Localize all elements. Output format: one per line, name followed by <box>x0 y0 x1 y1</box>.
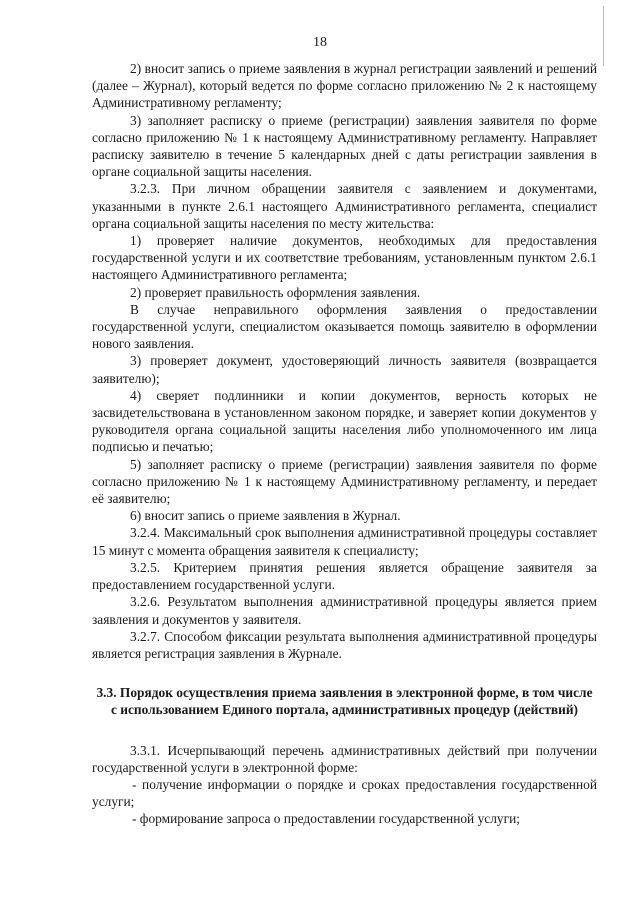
paragraph-3-2-4: 3.2.4. Максимальный срок выполнения административной процедуры составляет 15 минут с момента обращения заявителя к специалисту; <box>92 525 597 558</box>
paragraph-3-2-5: 3.2.5. Критерием принятия решения является обращение заявителя за предоставлением государственной услуги. <box>92 559 597 593</box>
paragraph-incorrect-form: В случае неправильного оформления заявления о предоставлении государственной услуги, специалистом оказывается помощь заявителю в оформлении нового заявления. <box>92 301 597 352</box>
paragraph-3-2-3: 3.2.3. При личном обращении заявителя с заявлением и документами, указанными в пункте 2.6.1 настоящего Административного регламента, специалист органа социальной защиты населения по месту жительства: <box>92 181 597 231</box>
list-item-get-information: - получение информации о порядке и сроках предоставления государственной услуги; <box>92 776 597 810</box>
paragraph-fill-receipt: 5) заполняет расписку о приеме (регистрации) заявления заявителя по форме согласно приложению № 1 к настоящему Административному регламенту, и передает её заявителю; <box>92 456 597 507</box>
paragraph-3-3-1: 3.3.1. Исчерпывающий перечень административных действий при получении государственной услуги в электронной форме: <box>92 742 597 775</box>
document-body <box>92 60 597 828</box>
page-number: 18 <box>313 35 327 50</box>
paragraph-verify-copies: 4) сверяет подлинники и копии документов, верность которых не засвидетельствована в установленном законом порядке, и заверяет копии документов у руководителя органа социальной защиты населения либо уполномоченного им лица подписью и печатью; <box>92 387 597 455</box>
section-heading-3-3: 3.3. Порядок осуществления приема заявления в электронной форме, в том числе с использованием Единого портала, административных процедур (действий) <box>96 685 593 718</box>
list-item-form-request: - формирование запроса о предоставлении государственной услуги; <box>132 811 520 827</box>
paragraph-item-2-journal: 2) вносит запись о приеме заявления в журнал регистрации заявлений и решений (далее – Журнал), который ведется по форме согласно приложению № 2 к настоящему Административному регламенту; <box>92 61 597 111</box>
paragraph-check-documents: 1) проверяет наличие документов, необходимых для предоставления государственной услуги и их соответствие требованиям, установленным пунктом 2.6.1 настоящего Административного регламента; <box>92 233 597 283</box>
paragraph-item-3-receipt: 3) заполняет расписку о приеме (регистрации) заявления заявителя по форме согласно приложению № 1 к настоящему Административному регламенту. Направляет расписку заявителю в течение 5 календарных дней с даты регистрации заявления в органе социальной защиты населения. <box>92 112 597 180</box>
paragraph-3-2-6: 3.2.6. Результатом выполнения административной процедуры является прием заявления и документов у заявителя. <box>92 594 597 627</box>
paragraph-check-identity: 3) проверяет документ, удостоверяющий личность заявителя (возвращается заявителю); <box>92 353 597 386</box>
paragraph-3-2-7: 3.2.7. Способом фиксации результата выполнения административной процедуры является регистрация заявления в Журнале. <box>92 628 597 661</box>
paragraph-journal-entry: 6) вносит запись о приеме заявления в Журнал. <box>130 508 401 524</box>
paragraph-check-form: 2) проверяет правильность оформления заявления. <box>130 284 421 300</box>
